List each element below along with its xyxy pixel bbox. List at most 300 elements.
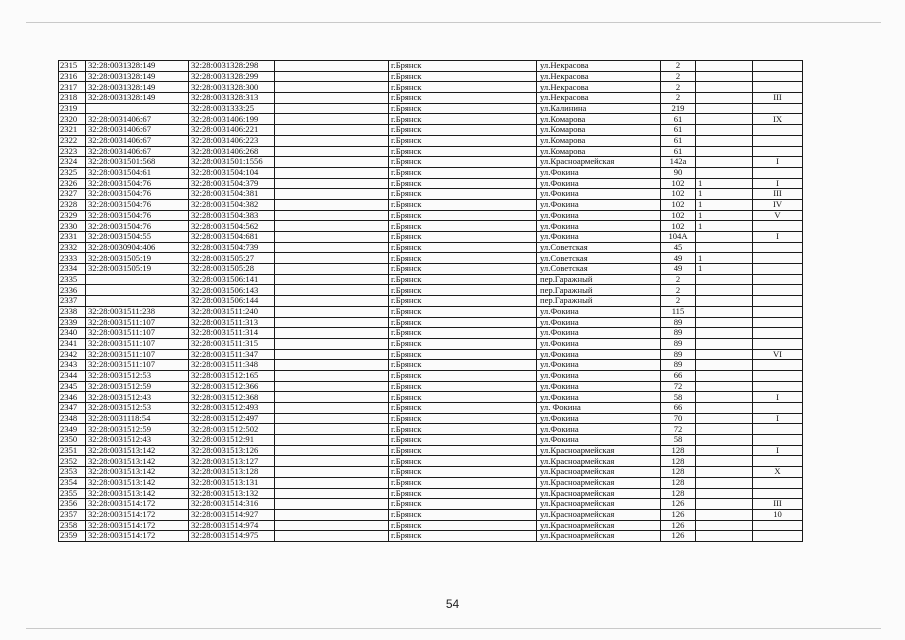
row-number-cell: 2358 [59, 520, 86, 531]
parent-cadastral-number-cell: 32:28:0031512:43 [86, 392, 189, 403]
house-number-cell: 72 [661, 381, 696, 392]
city-cell: г.Брянск [389, 71, 537, 82]
street-cell: ул.Фокина [537, 424, 661, 435]
street-cell: пер.Гаражный [537, 285, 661, 296]
room-cell: III [753, 93, 803, 104]
table-row [59, 317, 803, 328]
row-number-cell: 2356 [59, 499, 86, 510]
parent-cadastral-number-cell: 32:28:0031505:19 [86, 264, 189, 275]
row-number-cell: 2346 [59, 392, 86, 403]
street-cell: ул.Советская [537, 253, 661, 264]
cadastral-number-cell: 32:28:0031505:28 [189, 264, 275, 275]
building-cell [696, 274, 753, 285]
city-cell: г.Брянск [389, 424, 537, 435]
blank-field-cell [275, 157, 389, 168]
house-number-cell: 102 [661, 199, 696, 210]
street-cell: ул.Фокина [537, 317, 661, 328]
row-number-cell: 2336 [59, 285, 86, 296]
house-number-cell: 2 [661, 274, 696, 285]
table-row [59, 232, 803, 243]
blank-field-cell [275, 424, 389, 435]
table-row [59, 488, 803, 499]
city-cell: г.Брянск [389, 253, 537, 264]
blank-field-cell [275, 61, 389, 72]
street-cell: ул. Фокина [537, 403, 661, 414]
building-cell [696, 93, 753, 104]
parent-cadastral-number-cell: 32:28:0031513:142 [86, 445, 189, 456]
cadastral-number-cell: 32:28:0031504:381 [189, 189, 275, 200]
house-number-cell: 61 [661, 125, 696, 136]
parent-cadastral-number-cell: 32:28:0031513:142 [86, 477, 189, 488]
house-number-cell: 58 [661, 392, 696, 403]
blank-field-cell [275, 488, 389, 499]
city-cell: г.Брянск [389, 477, 537, 488]
table-row [59, 221, 803, 232]
blank-field-cell [275, 499, 389, 510]
table-row [59, 189, 803, 200]
row-number-cell: 2348 [59, 413, 86, 424]
row-number-cell: 2332 [59, 242, 86, 253]
house-number-cell: 128 [661, 477, 696, 488]
room-cell [753, 264, 803, 275]
table-row [59, 82, 803, 93]
blank-field-cell [275, 467, 389, 478]
row-number-cell: 2341 [59, 338, 86, 349]
building-cell [696, 296, 753, 307]
street-cell: ул.Советская [537, 242, 661, 253]
house-number-cell: 49 [661, 253, 696, 264]
room-cell: I [753, 392, 803, 403]
building-cell [696, 135, 753, 146]
city-cell: г.Брянск [389, 317, 537, 328]
table-row [59, 71, 803, 82]
street-cell: ул.Калинина [537, 103, 661, 114]
table-row [59, 381, 803, 392]
row-number-cell: 2357 [59, 509, 86, 520]
row-number-cell: 2337 [59, 296, 86, 307]
cadastral-number-cell: 32:28:0031504:383 [189, 210, 275, 221]
city-cell: г.Брянск [389, 82, 537, 93]
cadastral-number-cell: 32:28:0031514:974 [189, 520, 275, 531]
room-cell [753, 338, 803, 349]
table-row [59, 413, 803, 424]
parent-cadastral-number-cell [86, 103, 189, 114]
room-cell: I [753, 232, 803, 243]
blank-field-cell [275, 338, 389, 349]
blank-field-cell [275, 370, 389, 381]
blank-field-cell [275, 253, 389, 264]
street-cell: ул.Красноармейская [537, 477, 661, 488]
blank-field-cell [275, 210, 389, 221]
room-cell [753, 328, 803, 339]
city-cell: г.Брянск [389, 178, 537, 189]
cadastral-table-sheet [58, 60, 803, 542]
parent-cadastral-number-cell [86, 296, 189, 307]
building-cell [696, 477, 753, 488]
blank-field-cell [275, 285, 389, 296]
house-number-cell: 102 [661, 189, 696, 200]
cadastral-number-cell: 32:28:0031513:128 [189, 467, 275, 478]
city-cell: г.Брянск [389, 146, 537, 157]
street-cell: ул.Фокина [537, 232, 661, 243]
parent-cadastral-number-cell: 32:28:0031501:568 [86, 157, 189, 168]
city-cell: г.Брянск [389, 61, 537, 72]
city-cell: г.Брянск [389, 264, 537, 275]
cadastral-number-cell: 32:28:0031504:681 [189, 232, 275, 243]
parent-cadastral-number-cell: 32:28:0030904:406 [86, 242, 189, 253]
row-number-cell: 2324 [59, 157, 86, 168]
parent-cadastral-number-cell: 32:28:0031504:76 [86, 189, 189, 200]
bottom-edge-line [26, 628, 881, 629]
row-number-cell: 2335 [59, 274, 86, 285]
room-cell [753, 103, 803, 114]
parent-cadastral-number-cell: 32:28:0031514:172 [86, 520, 189, 531]
cadastral-number-cell: 32:28:0031504:562 [189, 221, 275, 232]
building-cell: 1 [696, 264, 753, 275]
row-number-cell: 2331 [59, 232, 86, 243]
city-cell: г.Брянск [389, 103, 537, 114]
cadastral-number-cell: 32:28:0031511:315 [189, 338, 275, 349]
blank-field-cell [275, 71, 389, 82]
room-cell [753, 531, 803, 542]
house-number-cell: 66 [661, 403, 696, 414]
street-cell: ул.Некрасова [537, 61, 661, 72]
table-row [59, 509, 803, 520]
cadastral-number-cell: 32:28:0031406:199 [189, 114, 275, 125]
room-cell [753, 520, 803, 531]
house-number-cell: 102 [661, 178, 696, 189]
cadastral-number-cell: 32:28:0031504:104 [189, 167, 275, 178]
building-cell [696, 338, 753, 349]
parent-cadastral-number-cell: 32:28:0031505:19 [86, 253, 189, 264]
blank-field-cell [275, 114, 389, 125]
table-row [59, 499, 803, 510]
room-cell [753, 135, 803, 146]
city-cell: г.Брянск [389, 509, 537, 520]
parent-cadastral-number-cell: 32:28:0031511:107 [86, 338, 189, 349]
blank-field-cell [275, 242, 389, 253]
row-number-cell: 2325 [59, 167, 86, 178]
building-cell [696, 167, 753, 178]
building-cell [696, 424, 753, 435]
table-row [59, 328, 803, 339]
city-cell: г.Брянск [389, 167, 537, 178]
room-cell [753, 253, 803, 264]
cadastral-number-cell: 32:28:0031511:348 [189, 360, 275, 371]
building-cell [696, 435, 753, 446]
street-cell: ул.Фокина [537, 360, 661, 371]
table-row [59, 253, 803, 264]
table-row [59, 456, 803, 467]
street-cell: ул.Фокина [537, 210, 661, 221]
cadastral-number-cell: 32:28:0031514:927 [189, 509, 275, 520]
room-cell [753, 61, 803, 72]
house-number-cell: 61 [661, 135, 696, 146]
blank-field-cell [275, 392, 389, 403]
parent-cadastral-number-cell: 32:28:0031511:107 [86, 317, 189, 328]
building-cell [696, 403, 753, 414]
table-row [59, 178, 803, 189]
row-number-cell: 2354 [59, 477, 86, 488]
row-number-cell: 2340 [59, 328, 86, 339]
blank-field-cell [275, 274, 389, 285]
table-row [59, 264, 803, 275]
parent-cadastral-number-cell: 32:28:0031504:76 [86, 221, 189, 232]
parent-cadastral-number-cell: 32:28:0031504:61 [86, 167, 189, 178]
parent-cadastral-number-cell: 32:28:0031328:149 [86, 71, 189, 82]
building-cell [696, 103, 753, 114]
table-row [59, 349, 803, 360]
cadastral-number-cell: 32:28:0031511:240 [189, 306, 275, 317]
parent-cadastral-number-cell: 32:28:0031511:107 [86, 328, 189, 339]
parent-cadastral-number-cell: 32:28:0031512:43 [86, 435, 189, 446]
parent-cadastral-number-cell: 32:28:0031511:107 [86, 349, 189, 360]
cadastral-number-cell: 32:28:0031512:497 [189, 413, 275, 424]
house-number-cell: 102 [661, 210, 696, 221]
room-cell [753, 274, 803, 285]
building-cell: 1 [696, 210, 753, 221]
row-number-cell: 2333 [59, 253, 86, 264]
building-cell [696, 146, 753, 157]
city-cell: г.Брянск [389, 456, 537, 467]
parent-cadastral-number-cell: 32:28:0031328:149 [86, 82, 189, 93]
table-row [59, 403, 803, 414]
blank-field-cell [275, 82, 389, 93]
street-cell: ул.Фокина [537, 328, 661, 339]
row-number-cell: 2343 [59, 360, 86, 371]
table-row [59, 135, 803, 146]
city-cell: г.Брянск [389, 125, 537, 136]
blank-field-cell [275, 135, 389, 146]
room-cell [753, 167, 803, 178]
cadastral-number-cell: 32:28:0031512:502 [189, 424, 275, 435]
blank-field-cell [275, 477, 389, 488]
blank-field-cell [275, 296, 389, 307]
room-cell [753, 242, 803, 253]
cadastral-number-cell: 32:28:0031513:131 [189, 477, 275, 488]
street-cell: ул.Комарова [537, 125, 661, 136]
cadastral-number-cell: 32:28:0031513:126 [189, 445, 275, 456]
house-number-cell: 115 [661, 306, 696, 317]
street-cell: ул.Фокина [537, 435, 661, 446]
table-row [59, 296, 803, 307]
cadastral-number-cell: 32:28:0031328:299 [189, 71, 275, 82]
building-cell [696, 306, 753, 317]
parent-cadastral-number-cell: 32:28:0031512:59 [86, 424, 189, 435]
city-cell: г.Брянск [389, 328, 537, 339]
table-row [59, 477, 803, 488]
table-row [59, 157, 803, 168]
room-cell: X [753, 467, 803, 478]
city-cell: г.Брянск [389, 531, 537, 542]
blank-field-cell [275, 456, 389, 467]
building-cell [696, 61, 753, 72]
table-row [59, 125, 803, 136]
city-cell: г.Брянск [389, 135, 537, 146]
room-cell [753, 71, 803, 82]
table-row [59, 360, 803, 371]
building-cell [696, 413, 753, 424]
table-row [59, 392, 803, 403]
house-number-cell: 128 [661, 456, 696, 467]
blank-field-cell [275, 328, 389, 339]
room-cell [753, 221, 803, 232]
building-cell [696, 328, 753, 339]
parent-cadastral-number-cell: 32:28:0031512:59 [86, 381, 189, 392]
parent-cadastral-number-cell: 32:28:0031514:172 [86, 531, 189, 542]
street-cell: ул.Красноармейская [537, 488, 661, 499]
building-cell [696, 242, 753, 253]
house-number-cell: 2 [661, 296, 696, 307]
row-number-cell: 2320 [59, 114, 86, 125]
house-number-cell: 61 [661, 114, 696, 125]
room-cell [753, 488, 803, 499]
cadastral-number-cell: 32:28:0031504:382 [189, 199, 275, 210]
row-number-cell: 2330 [59, 221, 86, 232]
table-body [59, 61, 803, 542]
parent-cadastral-number-cell: 32:28:0031512:53 [86, 403, 189, 414]
street-cell: ул.Фокина [537, 178, 661, 189]
room-cell: 10 [753, 509, 803, 520]
street-cell: ул.Советская [537, 264, 661, 275]
parent-cadastral-number-cell: 32:28:0031328:149 [86, 93, 189, 104]
city-cell: г.Брянск [389, 306, 537, 317]
row-number-cell: 2315 [59, 61, 86, 72]
table-row [59, 467, 803, 478]
blank-field-cell [275, 403, 389, 414]
house-number-cell: 142a [661, 157, 696, 168]
street-cell: ул.Комарова [537, 114, 661, 125]
house-number-cell: 2 [661, 285, 696, 296]
cadastral-number-cell: 32:28:0031504:739 [189, 242, 275, 253]
house-number-cell: 128 [661, 445, 696, 456]
table-row [59, 93, 803, 104]
building-cell: 1 [696, 221, 753, 232]
parent-cadastral-number-cell: 32:28:0031504:76 [86, 178, 189, 189]
house-number-cell: 72 [661, 424, 696, 435]
parent-cadastral-number-cell: 32:28:0031512:53 [86, 370, 189, 381]
house-number-cell: 219 [661, 103, 696, 114]
street-cell: ул.Красноармейская [537, 445, 661, 456]
blank-field-cell [275, 531, 389, 542]
city-cell: г.Брянск [389, 360, 537, 371]
table-row [59, 424, 803, 435]
blank-field-cell [275, 360, 389, 371]
city-cell: г.Брянск [389, 370, 537, 381]
room-cell [753, 125, 803, 136]
city-cell: г.Брянск [389, 210, 537, 221]
parent-cadastral-number-cell [86, 285, 189, 296]
house-number-cell: 89 [661, 317, 696, 328]
cadastral-number-cell: 32:28:0031406:221 [189, 125, 275, 136]
room-cell [753, 296, 803, 307]
row-number-cell: 2326 [59, 178, 86, 189]
parent-cadastral-number-cell: 32:28:0031406:67 [86, 135, 189, 146]
house-number-cell: 102 [661, 221, 696, 232]
room-cell [753, 82, 803, 93]
cadastral-number-cell: 32:28:0031513:127 [189, 456, 275, 467]
room-cell: IV [753, 199, 803, 210]
street-cell: ул.Красноармейская [537, 520, 661, 531]
parent-cadastral-number-cell: 32:28:0031511:107 [86, 360, 189, 371]
row-number-cell: 2342 [59, 349, 86, 360]
city-cell: г.Брянск [389, 242, 537, 253]
city-cell: г.Брянск [389, 520, 537, 531]
house-number-cell: 126 [661, 509, 696, 520]
room-cell [753, 317, 803, 328]
parent-cadastral-number-cell: 32:28:0031513:142 [86, 488, 189, 499]
street-cell: ул.Красноармейская [537, 467, 661, 478]
parent-cadastral-number-cell: 32:28:0031406:67 [86, 146, 189, 157]
room-cell: VI [753, 349, 803, 360]
city-cell: г.Брянск [389, 445, 537, 456]
parent-cadastral-number-cell: 32:28:0031504:76 [86, 199, 189, 210]
room-cell [753, 146, 803, 157]
blank-field-cell [275, 199, 389, 210]
building-cell [696, 317, 753, 328]
cadastral-number-cell: 32:28:0031512:493 [189, 403, 275, 414]
city-cell: г.Брянск [389, 413, 537, 424]
house-number-cell: 90 [661, 167, 696, 178]
row-number-cell: 2327 [59, 189, 86, 200]
table-row [59, 338, 803, 349]
city-cell: г.Брянск [389, 488, 537, 499]
building-cell: 1 [696, 178, 753, 189]
house-number-cell: 89 [661, 360, 696, 371]
row-number-cell: 2316 [59, 71, 86, 82]
house-number-cell: 2 [661, 71, 696, 82]
street-cell: ул.Фокина [537, 167, 661, 178]
parent-cadastral-number-cell: 32:28:0031504:55 [86, 232, 189, 243]
house-number-cell: 89 [661, 338, 696, 349]
cadastral-number-cell: 32:28:0031513:132 [189, 488, 275, 499]
cadastral-number-cell: 32:28:0031512:91 [189, 435, 275, 446]
room-cell [753, 306, 803, 317]
room-cell [753, 285, 803, 296]
city-cell: г.Брянск [389, 499, 537, 510]
building-cell [696, 509, 753, 520]
house-number-cell: 104A [661, 232, 696, 243]
table-row [59, 242, 803, 253]
house-number-cell: 45 [661, 242, 696, 253]
table-row [59, 167, 803, 178]
room-cell: V [753, 210, 803, 221]
row-number-cell: 2319 [59, 103, 86, 114]
row-number-cell: 2323 [59, 146, 86, 157]
house-number-cell: 2 [661, 82, 696, 93]
parent-cadastral-number-cell: 32:28:0031514:172 [86, 499, 189, 510]
city-cell: г.Брянск [389, 232, 537, 243]
page-number: 54 [445, 597, 460, 611]
house-number-cell: 128 [661, 488, 696, 499]
row-number-cell: 2347 [59, 403, 86, 414]
row-number-cell: 2322 [59, 135, 86, 146]
blank-field-cell [275, 381, 389, 392]
street-cell: ул.Фокина [537, 199, 661, 210]
house-number-cell: 49 [661, 264, 696, 275]
street-cell: ул.Некрасова [537, 93, 661, 104]
cadastral-number-cell: 32:28:0031505:27 [189, 253, 275, 264]
street-cell: ул.Фокина [537, 381, 661, 392]
building-cell [696, 499, 753, 510]
blank-field-cell [275, 509, 389, 520]
blank-field-cell [275, 146, 389, 157]
table-row [59, 103, 803, 114]
house-number-cell: 128 [661, 467, 696, 478]
row-number-cell: 2350 [59, 435, 86, 446]
street-cell: ул.Фокина [537, 392, 661, 403]
city-cell: г.Брянск [389, 403, 537, 414]
